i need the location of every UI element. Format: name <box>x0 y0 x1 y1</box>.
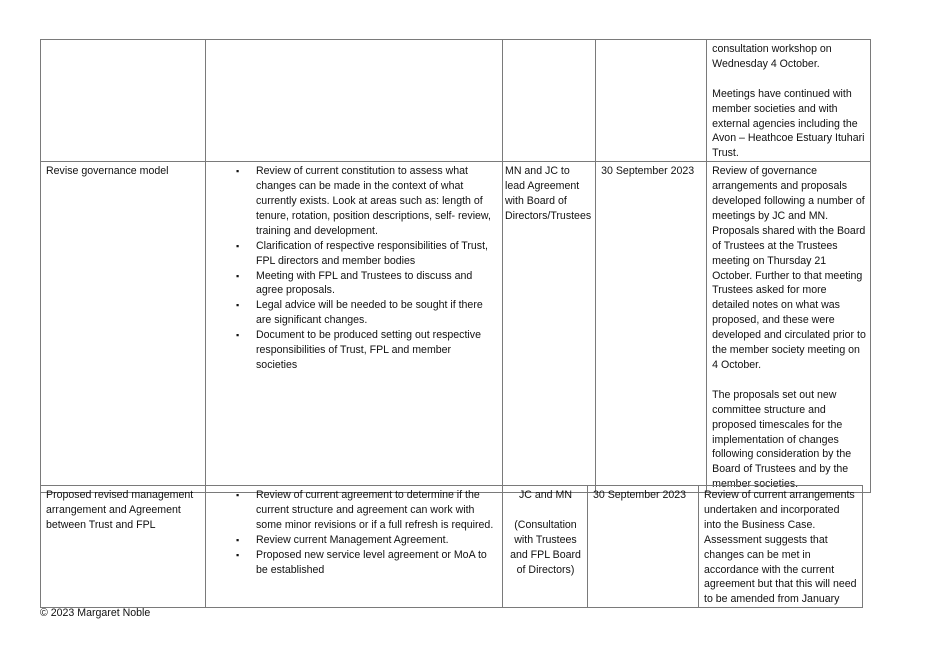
progress-cell <box>707 40 871 162</box>
list-item: ▪ Review of current agreement to determine if the current structure and agreement can work with some minor revisions or if a full refresh is required. <box>256 488 498 533</box>
date-cell <box>596 40 707 162</box>
responsible-cell <box>503 486 588 608</box>
table-row <box>41 486 863 608</box>
list-item: ▪ Document to be produced setting out respective responsibilities of Trust, FPL and member societies <box>256 328 498 373</box>
responsible-cell: MN and JC to lead Agreement with Board of Directors/Trustees <box>503 162 596 493</box>
actions-cell <box>206 40 503 162</box>
progress-paragraph: consultation workshop on Wednesday 4 October. <box>712 43 832 70</box>
actions-list <box>211 488 498 577</box>
progress-paragraph: Meetings have continued with member societies and with external agencies including the Avon – Heathcoe Estuary Ituhari Trust. <box>712 87 865 160</box>
progress-cell <box>707 162 871 493</box>
progress-paragraph: The proposals set out new committee structure and proposed timescales for the implementation of changes following consideration by the Board of Trustees and by the member societies. <box>712 388 852 491</box>
progress-cell: Review of current arrangements undertaken and incorporated into the Business Case. Assessment suggests that changes can be met in accordance with the current agreement but that this will need to be amended from January <box>699 486 863 608</box>
task-cell: Proposed revised management arrangement and Agreement between Trust and FPL <box>41 486 206 608</box>
responsible-cell <box>503 40 596 162</box>
action-plan-table <box>40 39 871 493</box>
progress-paragraph: Review of governance arrangements and proposals developed following a number of meetings by JC and MN. Proposals shared with the Board of Trustees at the Trustees meeting on Thursday 21 October. Further to that meeting Trustees asked for more detailed notes on what was proposed, and these were developed and circulated prior to the member society meeting on 4 October. <box>712 165 866 372</box>
table-row <box>41 162 871 493</box>
list-item: ▪ Meeting with FPL and Trustees to discuss and agree proposals. <box>256 269 498 299</box>
task-cell: Revise governance model <box>41 162 206 493</box>
agreement-table <box>40 485 863 608</box>
list-item: ▪ Legal advice will be needed to be sought if there are significant changes. <box>256 298 498 328</box>
responsible-consultation: (Consultation with Trustees and FPL Board of Directors) <box>510 518 581 576</box>
date-cell: 30 September 2023 <box>588 486 699 608</box>
actions-cell <box>206 162 503 493</box>
actions-list <box>211 164 498 373</box>
responsible-names: JC and MN <box>519 489 572 501</box>
list-item: ▪ Review of current constitution to assess what changes can be made in the context of what currently exists. Look at areas such as: length of tenure, rotation, position descriptions, self- review, training and development. <box>256 164 498 239</box>
list-item: ▪ Review current Management Agreement. <box>256 533 498 548</box>
table-row <box>41 40 871 162</box>
list-item: ▪ Proposed new service level agreement or MoA to be established <box>256 548 498 578</box>
copyright-footer: © 2023 Margaret Noble <box>40 607 151 619</box>
task-cell <box>41 40 206 162</box>
date-cell: 30 September 2023 <box>596 162 707 493</box>
list-item: ▪ Clarification of respective responsibilities of Trust, FPL directors and member bodies <box>256 239 498 269</box>
actions-cell <box>206 486 503 608</box>
